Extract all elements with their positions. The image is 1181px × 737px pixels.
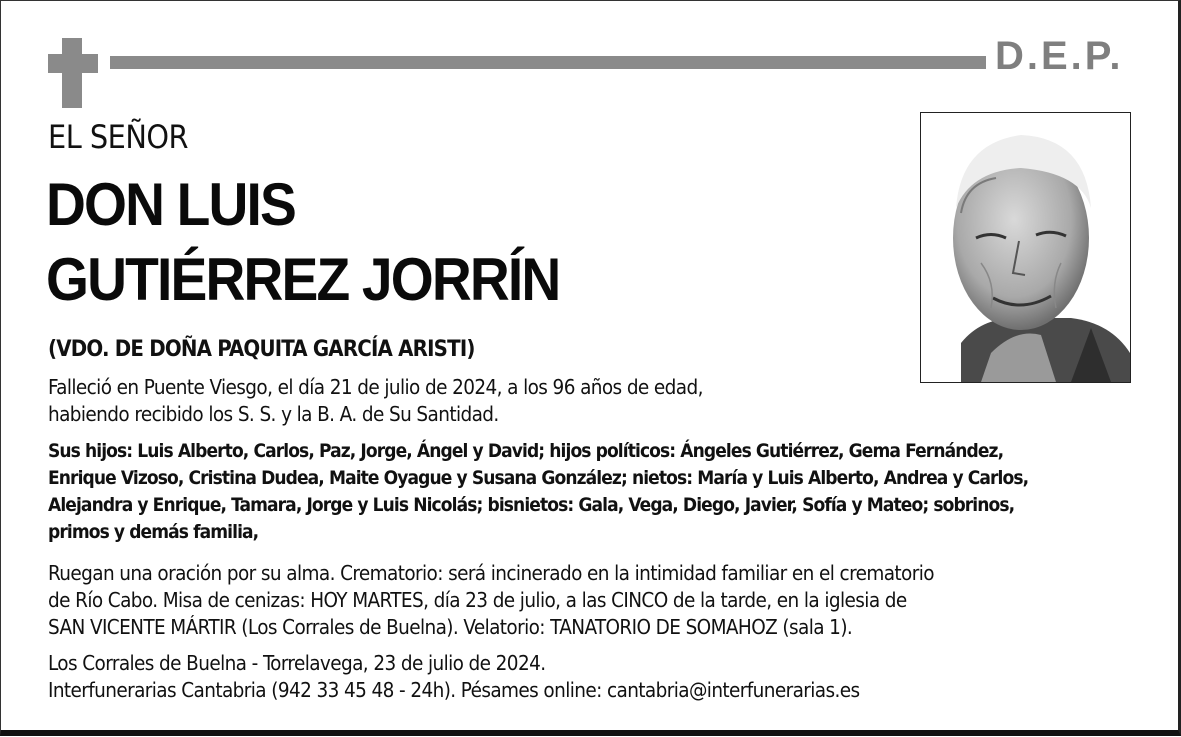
deceased-name-line2: GUTIÉRREZ JORRÍN [46,246,560,313]
family-line: Sus hijos: Luis Alberto, Carlos, Paz, Jorge, Ángel y David; hijos políticos: Ángeles Gutiérrez, Gema Fernández, [48,440,1004,462]
deceased-name-line1: DON LUIS [46,171,296,238]
cross-icon-vertical [62,38,82,108]
death-notice-line: Falleció en Puente Viesgo, el día 21 de julio de 2024, a los 96 años de edad, [48,375,703,399]
death-notice [48,374,703,428]
portrait-photo [920,112,1131,383]
footer-place-date: Los Corrales de Buelna - Torrelavega, 23 de julio de 2024. [48,651,546,675]
death-notice-line: habiendo recibido los S. S. y la B. A. de Su Santidad. [48,402,499,426]
family-line: Alejandra y Enrique, Tamara, Jorge y Luis Nicolás; bisnietos: Gala, Vega, Diego, Javier, Sofía y Mateo; sobrinos, [48,494,1015,516]
services-line: de Río Cabo. Misa de cenizas: HOY MARTES, día 23 de julio, a las CINCO de la tarde, en la iglesia de [48,588,907,612]
footer-info [48,650,860,704]
cross-icon [48,54,98,73]
widow-note: (VDO. DE DOÑA PAQUITA GARCÍA ARISTI) [48,337,475,362]
services-line: Ruegan una oración por su alma. Crematorio: será incinerado en la intimidad familiar en el crematorio [48,561,934,585]
services-line: SAN VICENTE MÁRTIR (Los Corrales de Buelna). Velatorio: TANATORIO DE SOMAHOZ (sala 1). [48,615,853,639]
header-rule [110,56,986,69]
family-line: primos y demás familia, [48,521,259,543]
footer-contact: Interfunerarias Cantabria (942 33 45 48 - 24h). Pésames online: cantabria@interfunerarias.es [48,678,860,702]
family-list [48,438,1028,546]
family-line: Enrique Vizoso, Cristina Dudea, Maite Oyague y Susana González; nietos: María y Luis Alberto, Andrea y Carlos, [48,467,1029,489]
dep-mark: D.E.P. [995,34,1124,78]
portrait-illustration [921,113,1130,382]
services-info [48,560,934,641]
pre-title: EL SEÑOR [48,118,189,156]
